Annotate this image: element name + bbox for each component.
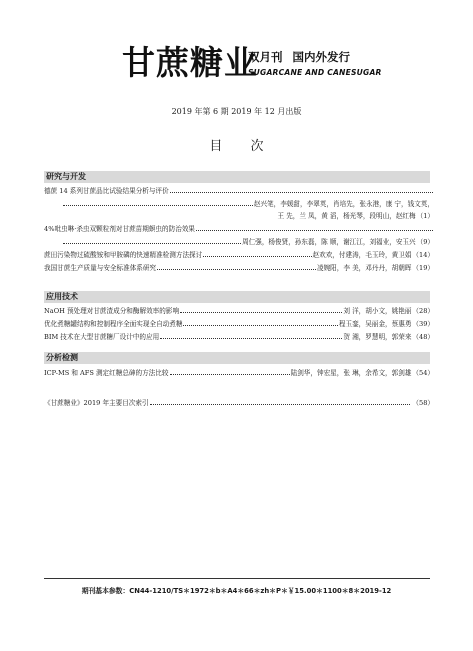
entry-page: （14） [412, 251, 434, 259]
section-header-research: 研究与开发 [44, 171, 430, 183]
entry-authors: 周仁强，杨俊贤，孙东磊，陈 顺，谢江江，刘福业，安玉兴 [242, 238, 416, 246]
toc-entry-title[interactable] [44, 224, 434, 235]
entry-page: （19） [412, 264, 434, 272]
distribution-label: 国内外发行 [292, 50, 350, 64]
journal-english-name: SUGARCANE AND CANESUGAR [248, 68, 382, 77]
dot-leader [63, 199, 253, 206]
entry-title: ICP-MS 和 AFS 测定红糖总砷的方法比较 [44, 369, 169, 377]
entry-title: 我国甘蔗生产质量与安全标准体系研究 [44, 264, 157, 272]
entry-title: 优化煮糖罐结构和控制程序全面实现全自动煮糖 [44, 320, 183, 328]
entry-title: 德蔗 14 系列甘蔗品比试验结果分析与评价 [44, 187, 169, 195]
toc-entry[interactable] [44, 306, 434, 317]
footer-divider [44, 578, 430, 579]
toc-entry[interactable] [44, 263, 434, 274]
issue-line: 2019 年第 6 期 2019 年 12 月出版 [171, 107, 302, 116]
dot-leader [183, 319, 337, 326]
toc-entry-annual-index[interactable] [44, 398, 434, 409]
section-header-applied-tech: 应用技术 [44, 291, 430, 303]
toc-entry-authors [62, 237, 434, 248]
entry-title: NaOH 预处理对甘蔗渣成分和酶解效率的影响 [44, 307, 180, 315]
toc-entry[interactable] [44, 250, 434, 261]
entry-page: （58） [412, 399, 434, 407]
entry-authors: 赵欢欢，付建涛，毛玉玲，黄卫娟 [312, 251, 412, 259]
entry-authors: 王 先，兰 凤，黄 滔，杨光琴，段明山，赵红梅 [277, 212, 416, 220]
dot-leader [196, 224, 433, 231]
journal-logo: 甘蔗糖业 [122, 43, 258, 82]
entry-authors: 赵兴笔，李媛甜，李翠英，肖培先，张永港，康 宁，钱文英， [253, 200, 434, 208]
dot-leader [180, 306, 342, 313]
entry-page: （1） [416, 212, 434, 220]
dot-leader [203, 250, 311, 257]
masthead [122, 44, 382, 90]
publication-frequency [248, 49, 350, 65]
entry-authors: 刘 洋，胡小文，姚艳丽 [343, 307, 412, 315]
entry-title: 《甘蔗糖业》2019 年主要目次索引 [44, 399, 149, 407]
entry-page: （9） [416, 238, 434, 246]
entry-page: （54） [412, 369, 434, 377]
toc-entry-authors [62, 199, 434, 210]
dot-leader [170, 186, 433, 193]
entry-page: （28） [412, 307, 434, 315]
entry-page: （48） [412, 333, 434, 341]
entry-authors: 凌婉阳，李 美，邓丹丹，胡朝晖 [317, 264, 412, 272]
journal-parameters: 期刊基本参数：CN44-1210/TS＊1972＊b＊A4＊66＊zh＊P＊￥15.00＊1100＊8＊2019-12 [81, 587, 392, 595]
frequency-label: 双月刊 [248, 50, 283, 64]
toc-entry[interactable] [44, 332, 434, 343]
dot-leader [157, 263, 316, 270]
dot-leader [160, 332, 342, 339]
entry-title: 蔗田污染物过硫酸铵和甲胺磷的快速精准检测方法探讨 [44, 251, 203, 259]
section-header-analysis: 分析检测 [44, 352, 430, 364]
contents-title: 目 次 [209, 139, 276, 154]
dot-leader [170, 368, 290, 375]
toc-entry-authors [44, 211, 434, 222]
dot-leader [150, 398, 411, 405]
toc-entry[interactable] [44, 368, 434, 379]
entry-authors: 程玉銮，吴丽金，蔡惠勇 [338, 320, 412, 328]
entry-authors: 贺 湘，罗慧明，郭荣来 [343, 333, 412, 341]
entry-page: （39） [412, 320, 434, 328]
dot-leader [63, 237, 241, 244]
entry-authors: 陆剑华，钟宏星，张 琳，余希文，郭剑雄 [290, 369, 412, 377]
toc-entry-title[interactable] [44, 186, 434, 197]
toc-entry[interactable] [44, 319, 434, 330]
entry-title: BIM 技术在大型甘蔗糖厂设计中的应用 [44, 333, 160, 341]
entry-title: 4%吡虫啉·杀虫双颗粒剂对甘蔗苗期螟虫的防治效果 [44, 225, 196, 233]
